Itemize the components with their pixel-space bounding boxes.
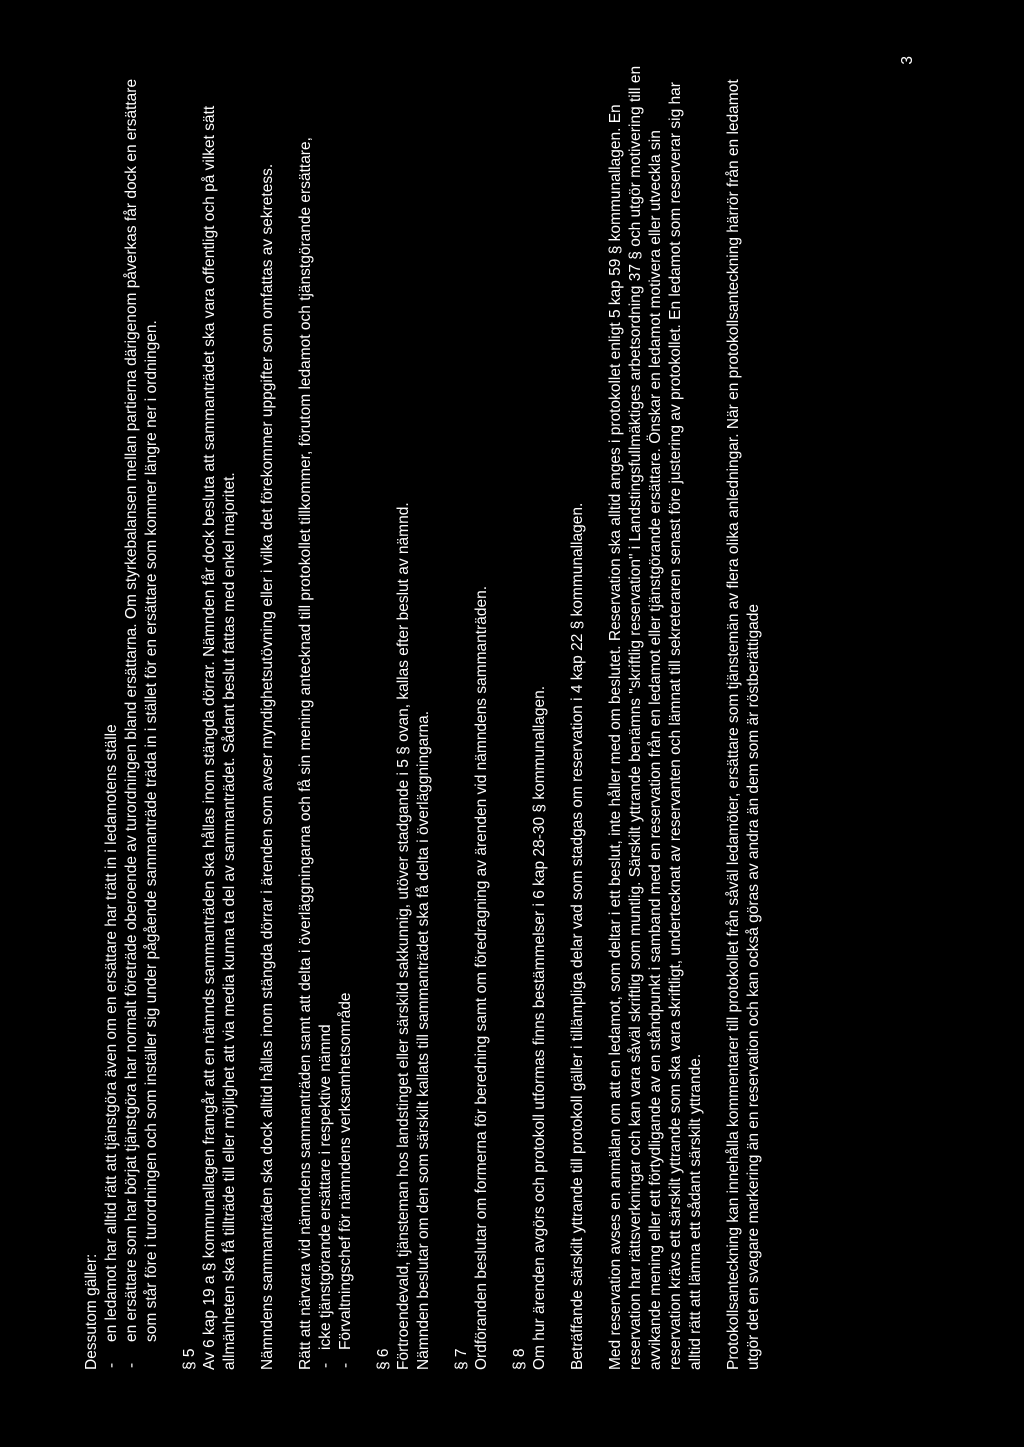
section-7-text: Ordföranden beslutar om formerna för beredning samt om föredragning av ärenden vid nämndens sammanträden. — [473, 585, 490, 1370]
document-page — [82, 50, 942, 1370]
section-5-heading: § 5 — [181, 1348, 198, 1370]
section-8-heading: § 8 — [511, 1348, 528, 1370]
section-8-text: Om hur ärenden avgörs och protokoll utformas finns bestämmelser i 6 kap 28-30 § kommunallagen. — [531, 685, 548, 1370]
section-5-paragraph-3: Rätt att närvara vid nämndens sammanträden samt att delta i överläggningarna och få sin mening antecknad till protokollet tillkommer, förutom ledamot och tjänstgörande ersättare, — [297, 137, 314, 1370]
section-7-heading: § 7 — [453, 1348, 470, 1370]
intro-text: Dessutom gäller: — [83, 1253, 100, 1370]
section-5-list — [316, 50, 356, 1370]
section-6-heading: § 6 — [375, 1348, 392, 1370]
sarskilt-yttrande-paragraph: Beträffande särskilt yttrande till protokoll gäller i tillämpliga delar vad som stadgas om reservation i 4 kap 22 § kommunallagen. — [569, 502, 586, 1370]
list-item: - en ersättare som har börjat tjänstgöra har normalt företräde oberoende av turordningen bland ersättarna. Om styrkebalansen mellan partierna därigenom påverkas får dock en ersättare som står före i turordningen och som inställer sig under pågående sammanträde träda in i stället för en ersättare som kommer längre ner i ordningen. — [122, 50, 162, 1370]
section-6-line-2: Nämnden beslutar om den som särskilt kallats till sammanträdet ska få delta i överläggningarna. — [415, 710, 432, 1370]
intro-list — [102, 50, 162, 1370]
protokollsanteckning-paragraph: Protokollsanteckning kan innehålla kommentarer till protokollet från såväl ledamöter, ersättare som tjänstemän av flera olika anledningar. När en protokollsanteckning härrör från en ledamot utgör det en svagare markering än en reservation och kan också göras av andra än dem som är röstberättigade — [725, 79, 762, 1370]
reservation-paragraph: Med reservation avses en anmälan om att en ledamot, som deltar i ett beslut, inte håller med om beslutet. Reservation ska alltid anges i protokollet enligt 5 kap 59 § kommunallagen. En reservation har rättsverkningar och kan vara såväl skriftlig som muntlig. Särskilt yttrande benämns "skriftlig reservation" i Landstingsfullmäktiges arbetsordning 37 § och utgör motivering till en avvikande mening eller ett förtydligande av en ståndpunkt i samband med en reservation från en ledamot eller tjänstgörande ersättare. Önskar en ledamot motivera eller utveckla sin reservation krävs ett särskilt yttrande som ska vara skriftligt, undertecknat av reservanten och lämnat till sekreteraren senast före justering av protokollet. En ledamot som reserverar sig har alltid rätt att lämna ett sådant särskilt yttrande. — [607, 65, 704, 1370]
list-item: - Förvaltningschef för nämndens verksamhetsområde — [336, 50, 356, 1370]
section-5-paragraph-1: Av 6 kap 19 a § kommunallagen framgår att en nämnds sammanträden ska hållas inom stängda dörrar. Nämnden får dock besluta att sammanträdet ska vara offentligt och på vilket sätt allmänheten ska få tillträde till eller möjlighet att via media kunna ta del av sammanträdet. Sådant beslut fattas med enkel majoritet. — [201, 105, 238, 1370]
section-5-paragraph-2: Nämndens sammanträden ska dock alltid hållas inom stängda dörrar i ärenden som avser myndighetsutövning eller i vilka det förekommer uppgifter som omfattas av sekretess. — [259, 163, 276, 1370]
list-item: - icke tjänstgörande ersättare i respektive nämnd — [316, 50, 336, 1370]
list-item: - en ledamot har alltid rätt att tjänstgöra även om en ersättare har trätt in i ledamotens ställe — [102, 50, 122, 1370]
page-number: 3 — [899, 56, 916, 65]
section-6-line-1: Förtroendevald, tjänsteman hos landstinget eller särskild sakkunnig, utöver stadgande i 5 § ovan, kallas efter beslut av nämnd. — [395, 502, 412, 1370]
